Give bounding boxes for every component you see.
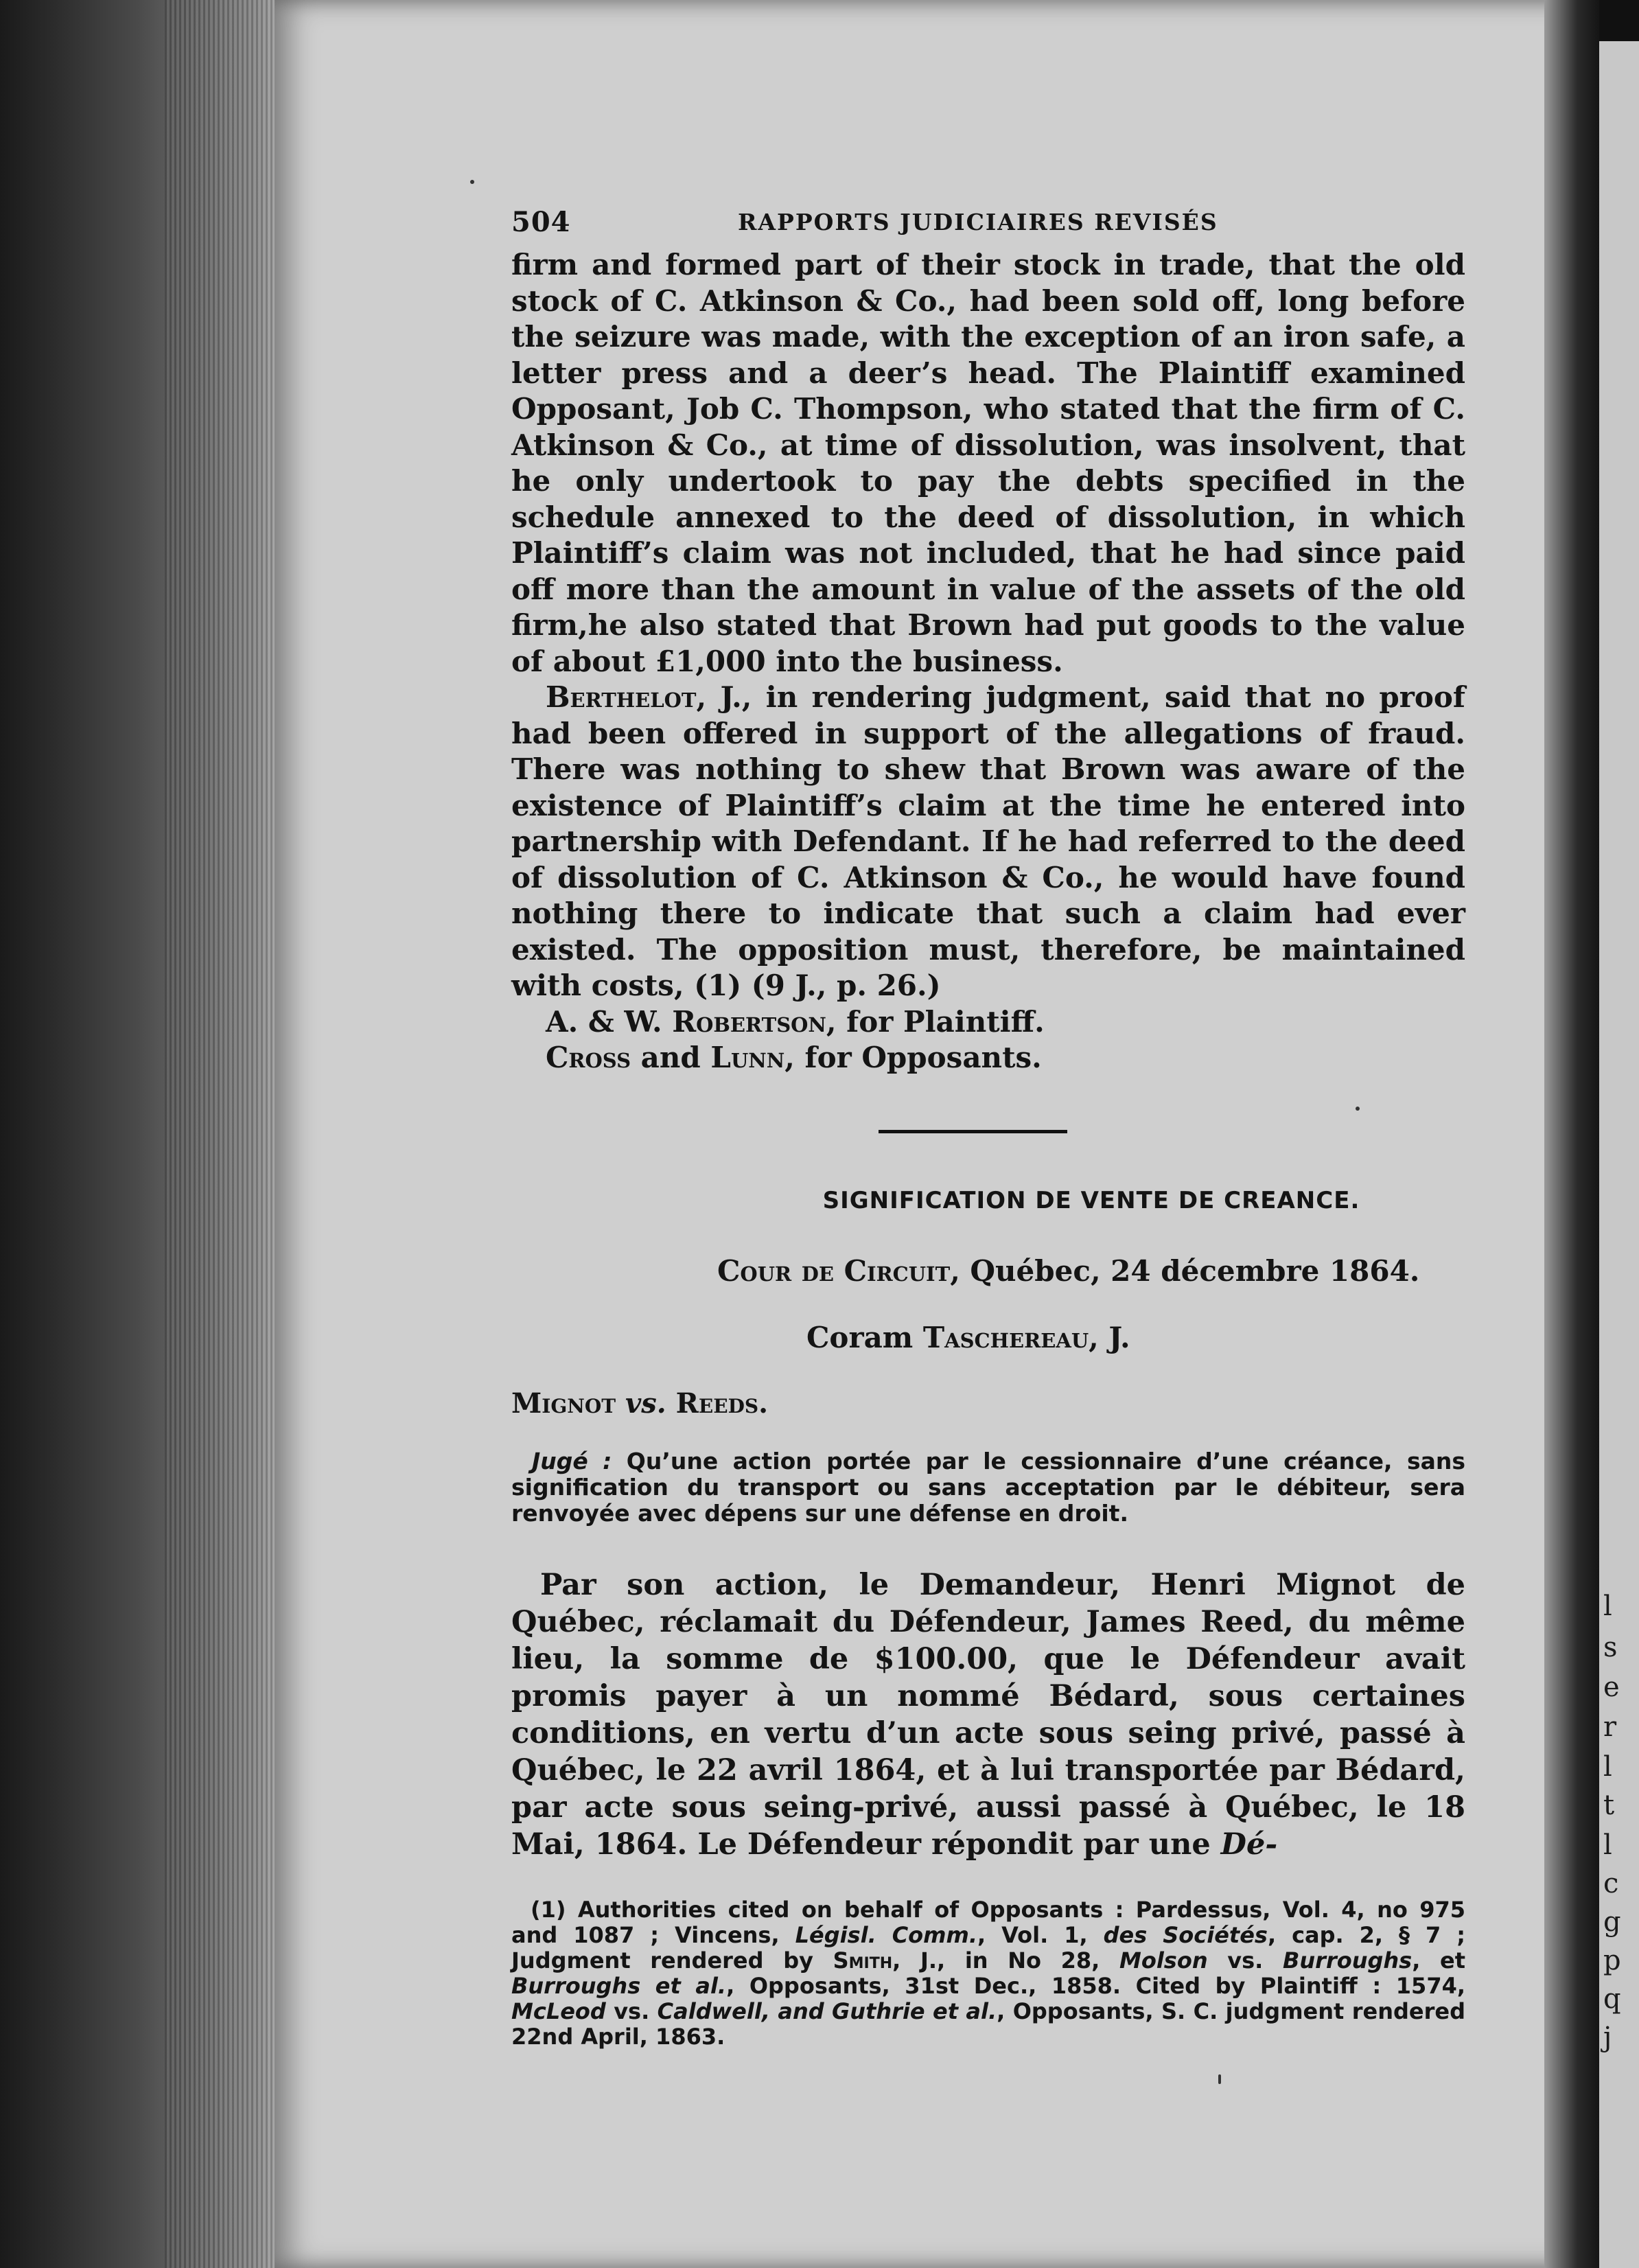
footnote-text: , Opposants, 31st Dec., 1858. Cited by Plaintiff : 1574, xyxy=(726,1972,1466,1999)
page-number: 504 xyxy=(511,206,571,238)
party-plaintiff: Mignot xyxy=(511,1387,616,1420)
coram-suffix: , J. xyxy=(1089,1320,1130,1354)
page-content xyxy=(511,206,1465,2050)
footnote-text: , et xyxy=(1412,1947,1466,1974)
dust-speck xyxy=(1218,2074,1221,2084)
case-body-paragraph xyxy=(511,1566,1465,1863)
footnote xyxy=(511,1897,1465,2050)
case-heading: SIGNIFICATION DE VENTE DE CREANCE. xyxy=(822,1186,1360,1214)
case-body-hyphenated: Dé- xyxy=(1220,1827,1278,1862)
next-page-fragment: p xyxy=(1603,1945,1621,1976)
next-page-fragment: t xyxy=(1603,1790,1615,1821)
counsel-role: , for Opposants. xyxy=(784,1041,1042,1074)
next-page-fragment: j xyxy=(1603,2022,1612,2053)
next-page-sliver xyxy=(1599,41,1639,2268)
next-page-fragment: l xyxy=(1603,1751,1612,1783)
footnote-italic: Burroughs et al. xyxy=(511,1972,727,1999)
court-place-date: , Québec, 24 décembre 1864. xyxy=(950,1253,1420,1288)
footnote-text: , Vol. 1, xyxy=(977,1921,1104,1948)
judgment-paragraph xyxy=(511,680,1465,1004)
versus: vs. xyxy=(616,1387,676,1420)
case-parties xyxy=(511,1387,1465,1420)
footnote-text: vs. xyxy=(605,1998,658,2024)
footnote-text: (1) Authorities cited on behalf of Opposants : Pardessus, Vol. 4, no 975 and 1087 ; Vincens, xyxy=(511,1896,1465,1948)
next-page-fragment: q xyxy=(1603,1983,1621,2015)
footnote-text: vs. xyxy=(1207,1947,1283,1974)
next-page-fragment: s xyxy=(1603,1632,1618,1663)
counsel-conjunction: and xyxy=(631,1041,711,1074)
dust-speck xyxy=(470,180,474,184)
next-page-fragment: c xyxy=(1603,1868,1619,1899)
footnote-italic: McLeod xyxy=(511,1998,606,2024)
continuation-paragraph: firm and formed part of their stock in trade, that the old stock of C. Atkinson & Co., had been sold off, long before the seizure was made, with the exception of an iron safe, a letter press and a deer’s head. The Plaintiff examined Opposant, Job C. Thompson, who stated that the firm of C. Atkinson & Co., at time of dissolution, was insolvent, that he only undertook to pay the debts specified in the schedule annexed to the deed of dissolution, in which Plaintiff’s claim was not included, that he had since paid off more than the amount in value of the assets of the old firm,he also stated that Brown had put goods to the value of about £1,000 into the business. xyxy=(511,248,1465,678)
next-page-fragment: r xyxy=(1603,1711,1617,1743)
counsel-prefix: A. & W. xyxy=(546,1004,673,1039)
page-stack-texture xyxy=(165,0,281,2268)
footnote-italic: Législ. Comm. xyxy=(795,1921,978,1948)
court-and-date xyxy=(511,1254,1465,1288)
running-head xyxy=(511,206,1465,247)
judgment-text: , J., in rendering judgment, said that no proof had been offered in support of the allegations of fraud. There was nothing to shew that Brown was aware of the existence of Plaintiff’s claim at the time he entered into partnership with Defendant. If he had referred to the deed of dissolution of C. Atkinson & Co., he would have found nothing there to indicate that such a claim had ever existed. The opposition must, therefore, be maintained with costs, (1) (9 J., p. 26.) xyxy=(511,680,1465,1002)
counsel-role: , for Plaintiff. xyxy=(826,1004,1045,1039)
footnote-text: , cap. 2, § 7 ; Judgment rendered by xyxy=(511,1921,1466,1974)
party-defendant: Reeds. xyxy=(675,1387,769,1420)
counsel-name: Lunn xyxy=(710,1041,785,1074)
judge-name: Berthelot xyxy=(546,680,697,714)
coram-judge: Taschereau xyxy=(922,1320,1089,1354)
headnote-label: Jugé : xyxy=(532,1447,612,1474)
footnote-italic: Caldwell, and Guthrie et al. xyxy=(657,1998,997,2024)
next-page-fragment: l xyxy=(1603,1829,1612,1861)
headnote-text: Qu’une action portée par le cessionnaire d’une créance, sans signification du transport ou sans acceptation par le débiteur, sera renvoyée avec dépens sur une défense en droit. xyxy=(511,1447,1466,1527)
running-title: RAPPORTS JUDICIAIRES REVISÉS xyxy=(738,209,1218,235)
section-divider xyxy=(879,1130,1067,1133)
counsel-name: Robertson xyxy=(672,1004,826,1039)
headnote xyxy=(511,1448,1465,1527)
next-page-fragment: e xyxy=(1603,1671,1620,1703)
counsel-plaintiff xyxy=(511,1004,1465,1041)
footnote-italic: Burroughs xyxy=(1282,1947,1413,1974)
coram-label: Coram xyxy=(806,1320,923,1354)
book-gutter xyxy=(1544,0,1599,2268)
case-continuation xyxy=(511,247,1465,1076)
case-body xyxy=(511,1566,1465,1863)
court-name: Cour de Circuit xyxy=(717,1253,951,1288)
footnote-italic: des Sociétés xyxy=(1103,1921,1268,1948)
footnote-italic: Molson xyxy=(1119,1947,1208,1974)
footnote-text: , J., in No 28, xyxy=(892,1947,1119,1974)
next-page-fragment: g xyxy=(1603,1906,1621,1938)
next-page-fragment: l xyxy=(1603,1590,1612,1622)
counsel-name: Cross xyxy=(546,1041,631,1074)
footnote-text: , Opposants, S. C. judgment rendered 22nd April, 1863. xyxy=(511,1998,1466,2050)
counsel-opposants xyxy=(511,1040,1465,1076)
coram-line xyxy=(511,1321,1465,1354)
footnote-judge: Smith xyxy=(833,1947,893,1974)
case-body-text: Par son action, le Demandeur, Henri Mignot de Québec, réclamait du Défendeur, James Reed, du même lieu, la somme de $100.00, que le Défendeur avait promis payer à un nommé Bédard, sous certaines conditions, en vertu d’un acte sous seing privé, passé à Québec, le 22 avril 1864, et à lui transportée par Bédard, par acte sous seing-privé, aussi passé à Québec, le 18 Mai, 1864. Le Défendeur répondit par une xyxy=(511,1567,1465,1862)
